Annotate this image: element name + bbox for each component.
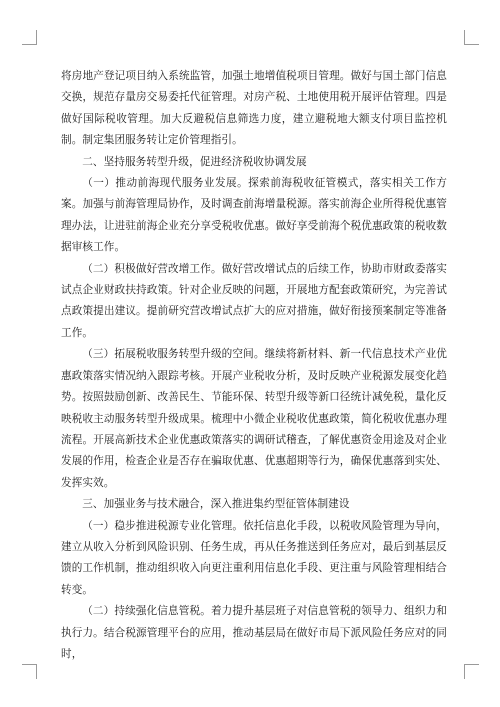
crop-mark-bottom-left — [22, 664, 37, 679]
paragraph-service-transformation: （三）拓展税收服务转型升级的空间。继续将新材料、新一代信息技术产业优惠政策落实情况纳入跟踪考核。开展产业税收分析，及时反映产业税源发展变化趋势。按照鼓励创新、改善民生、节能环保、转型升级等新口径统计减免税，量化反映税收主动服务转型升级成果。梳理中小微企业税收优惠政策，简化税收优惠办理流程。开展高新技术企业优惠政策落实的调研试稽查，了解优惠资金用途及对企业发展的作用，检查企业是否存在骗取优惠、优惠超期等行为，确保优惠落到实处、发挥实效。 — [61, 348, 447, 489]
document-body — [61, 66, 447, 665]
paragraph-information-management: （二）持续强化信息管税。着力提升基层班子对信息管税的领导力、组织力和执行力。结合税源管理平台的应用，推动基层局在做好市局下派风险任务应对的同时， — [61, 605, 447, 660]
section-heading-3: 三、加强业务与技术融合，深入推进集约型征管体制建设 — [82, 498, 350, 511]
paragraph-vat-reform: （二）积极做好营改增工作。做好营改增试点的后续工作，协助市财政委落实试点企业财政扶持政策。针对企业反映的问题，开展地方配套政策研究，为完善试点政策提出建议。提前研究营改增试点扩大的应对措施，做好衔接预案制定等准备工作。 — [61, 262, 447, 339]
crop-mark-bottom-right — [464, 664, 479, 679]
paragraph-qianhai: （一）推动前海现代服务业发展。探索前海税收征管模式，落实相关工作方案。加强与前海管理局协作，及时调查前海增量税源。落实前海企业所得税优惠管理办法，让进驻前海企业充分享受税收优惠。做好享受前海个税优惠政策的税收数据审核工作。 — [61, 177, 447, 254]
paragraph-tax-source-management: （一）稳步推进税源专业化管理。依托信息化手段，以税收风险管理为导向，建立从收入分析到风险识别、任务生成，再从任务推送到任务应对，最后到基层反馈的工作机制，推动组织收入向更注重利用信息化手段、更注重与风险管理相结合转变。 — [61, 519, 447, 596]
crop-mark-top-left — [22, 30, 37, 45]
section-heading-2: 二、坚持服务转型升级，促进经济税收协调发展 — [82, 155, 307, 168]
paragraph-continuation: 将房地产登记项目纳入系统监管，加强土地增值税项目管理。做好与国土部门信息交换，规范存量房交易委托代征管理。对房产税、土地使用税开展评估管理。四是做好国际税收管理。加大反避税信息筛选力度，建立避税地大额支付项目监控机制。制定集团服务转让定价管理指引。 — [61, 70, 447, 147]
crop-mark-top-right — [464, 30, 479, 45]
